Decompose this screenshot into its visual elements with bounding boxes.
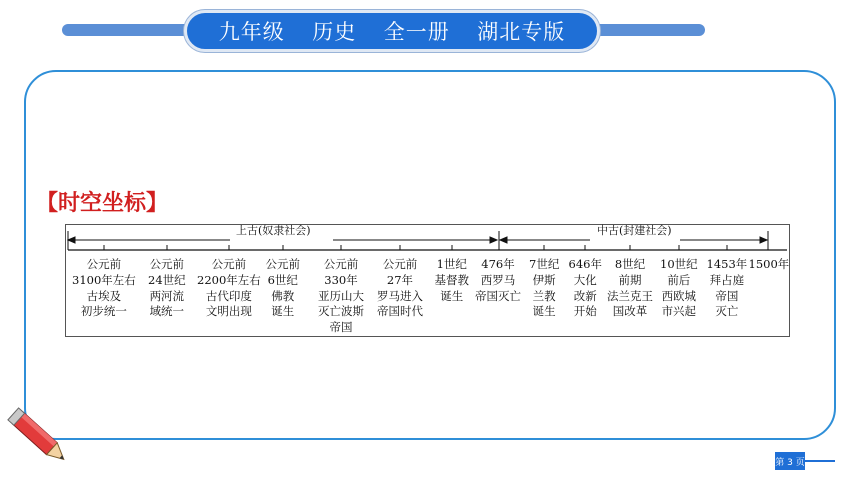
- timeline-event-line: 兰教: [532, 288, 556, 303]
- timeline-event: [377, 257, 423, 320]
- timeline-event-line: 基督教: [434, 272, 469, 287]
- era-label-medieval: 中古(封建社会): [597, 224, 672, 237]
- timeline-event: [569, 257, 602, 320]
- timeline-event-line: 24世纪: [148, 272, 186, 287]
- timeline-event: [607, 257, 653, 320]
- timeline-event-line: 1500年: [748, 257, 790, 271]
- timeline-event-line: 灭亡: [715, 304, 739, 319]
- timeline-event: [475, 257, 521, 304]
- page-badge-line: [805, 460, 835, 462]
- timeline-event-line: 前后: [667, 272, 691, 287]
- timeline-event-line: 646年: [568, 257, 602, 271]
- timeline-event: [266, 257, 301, 320]
- timeline-event-line: 1世纪: [436, 257, 467, 271]
- timeline-event: [435, 257, 470, 304]
- timeline-event-line: 开始: [573, 304, 597, 319]
- timeline-event-line: 27年: [386, 272, 414, 287]
- timeline-event-line: 7世纪: [529, 257, 560, 271]
- timeline-event-line: 6世纪: [267, 272, 298, 287]
- timeline-event: [749, 257, 790, 273]
- timeline-event-line: 拜占庭: [709, 272, 745, 287]
- timeline-event-line: 西欧城: [661, 288, 697, 303]
- section-title: 【时空坐标】: [36, 191, 169, 216]
- timeline-event-line: 公元前: [265, 257, 300, 271]
- timeline-event-line: 诞生: [271, 304, 295, 319]
- timeline-event: [72, 257, 136, 320]
- timeline-event-line: 两河流: [149, 288, 185, 303]
- timeline-event-line: 佛教: [271, 288, 295, 303]
- header-subject: 历史: [312, 20, 357, 44]
- timeline-event-line: 330年: [324, 272, 358, 287]
- timeline-event: [707, 257, 748, 320]
- timeline-event-line: 8世纪: [614, 257, 646, 271]
- timeline-event-line: 国改革: [612, 304, 648, 319]
- timeline-event-line: 前期: [618, 272, 642, 287]
- timeline-ticks: [104, 245, 727, 250]
- timeline-event-line: 初步统一: [80, 304, 127, 319]
- timeline-event-line: 帝国: [715, 288, 739, 303]
- timeline-event-line: 公元前: [211, 257, 247, 271]
- timeline-event-line: 文明出现: [205, 304, 252, 319]
- timeline-event-line: 诞生: [440, 288, 464, 303]
- timeline-event: [529, 257, 559, 320]
- header-volume: 全一册: [383, 20, 450, 44]
- timeline-event-line: 古代印度: [205, 288, 252, 303]
- timeline-event: [660, 257, 698, 320]
- timeline-event-line: 公元前: [149, 257, 185, 271]
- era-label-ancient: 上古(奴隶社会): [236, 224, 311, 237]
- header-grade: 九年级: [218, 20, 285, 44]
- timeline-event-line: 公元前: [86, 257, 122, 271]
- timeline-event-line: 市兴起: [661, 304, 697, 319]
- timeline-event-line: 476年: [481, 257, 515, 271]
- timeline-event-line: 古埃及: [86, 288, 122, 303]
- pencil-icon: [0, 398, 80, 478]
- timeline-event-line: 1453年: [706, 257, 748, 271]
- timeline-event-line: 罗马进入: [377, 288, 423, 303]
- timeline-event-line: 西罗马: [480, 272, 516, 287]
- timeline-event: [148, 257, 186, 320]
- timeline-event-line: 法兰克王: [607, 288, 653, 303]
- timeline-event: [197, 257, 261, 320]
- timeline-event-line: 大化: [573, 272, 597, 287]
- timeline-event-line: 灭亡波斯: [318, 304, 364, 319]
- header-edition: 湖北专版: [477, 20, 566, 44]
- timeline-event-line: 伊斯: [532, 272, 556, 287]
- timeline-event-line: 2200年左右: [197, 272, 261, 287]
- timeline-event-line: 诞生: [532, 304, 556, 319]
- timeline-event-line: 亚历山大: [318, 288, 364, 303]
- page-number-badge: 第 3 页: [775, 452, 805, 470]
- timeline-event-line: 帝国时代: [377, 304, 423, 319]
- timeline-event-line: 帝国灭亡: [475, 288, 521, 303]
- timeline-event-line: 3100年左右: [72, 272, 136, 287]
- timeline-event: [318, 257, 364, 336]
- timeline-event-line: 域统一: [149, 304, 185, 319]
- timeline-event-line: 公元前: [382, 257, 418, 271]
- timeline-event-line: 10世纪: [660, 257, 698, 271]
- timeline-event-line: 帝国: [329, 320, 353, 335]
- timeline-event-line: 改新: [573, 288, 597, 303]
- timeline-event-line: 公元前: [323, 257, 359, 271]
